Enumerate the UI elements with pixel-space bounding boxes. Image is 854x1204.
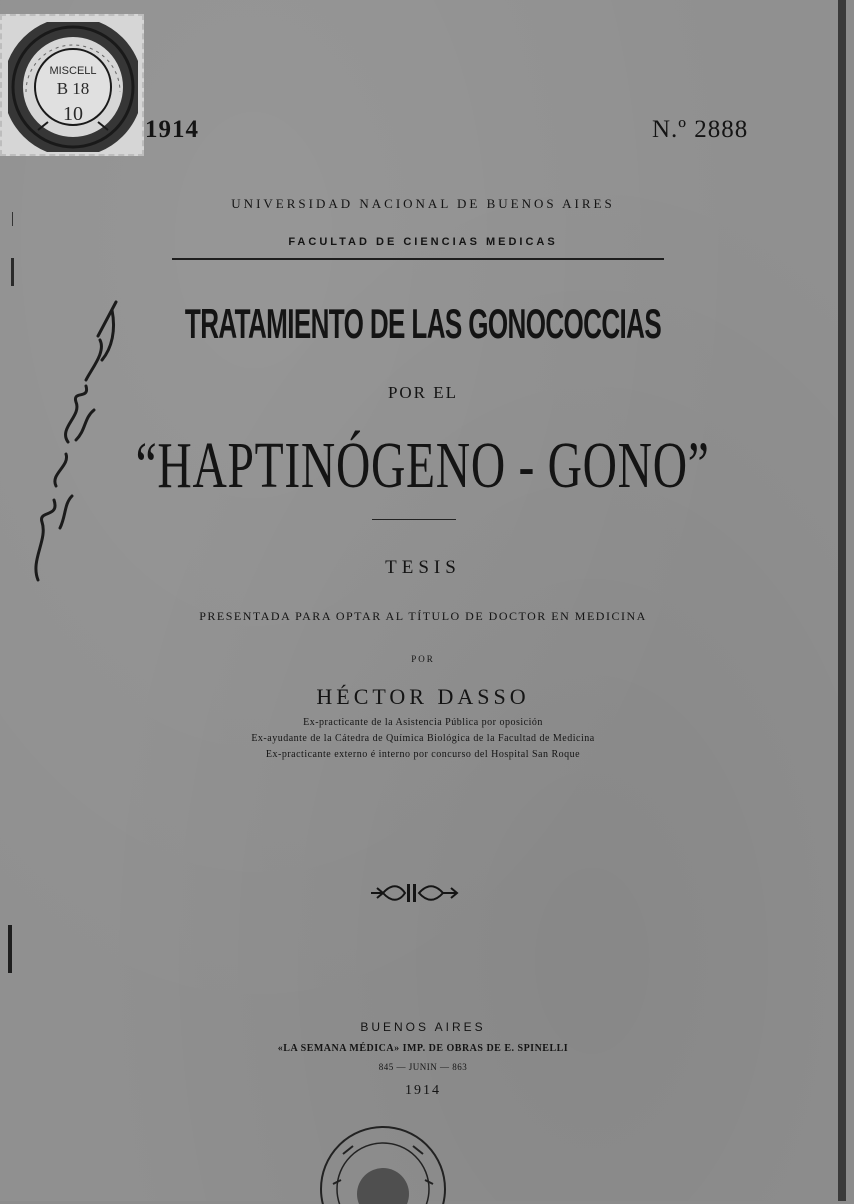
thesis-label: TESIS <box>385 557 461 578</box>
credential-line: Ex-practicante externo é interno por concurso del Hospital San Roque <box>265 749 581 760</box>
header-rule <box>172 258 664 260</box>
title-line2 <box>0 428 846 504</box>
title-connector: POR EL <box>387 383 459 402</box>
ornament-icon <box>369 880 459 906</box>
library-seal-icon <box>8 22 138 152</box>
round-seal-icon <box>313 1114 453 1204</box>
credential-line: Ex-practicante de la Asistencia Pública por oposición <box>303 717 543 728</box>
header-number: N.º 2888 <box>652 116 749 143</box>
imprint-printer: «LA SEMANA MÉDICA» IMP. DE OBRAS DE E. SPINELLI <box>277 1043 569 1054</box>
university-name: UNIVERSIDAD NACIONAL DE BUENOS AIRES <box>231 196 615 211</box>
imprint-city: BUENOS AIRES <box>360 1020 486 1034</box>
credential-line: Ex-ayudante de la Cátedra de Química Biológica de la Facultad de Medicina <box>251 733 595 744</box>
page-edge <box>838 0 846 1201</box>
thesis-purpose: PRESENTADA PARA OPTAR AL TÍTULO DE DOCTOR EN MEDICINA <box>199 609 647 623</box>
header-year: 1914 <box>145 116 199 143</box>
stamp-line1: MISCELL <box>49 65 97 77</box>
stamp-line2: B 18 <box>56 79 90 98</box>
library-stamp <box>0 14 144 156</box>
faculty-name: FACULTAD DE CIENCIAS MEDICAS <box>288 236 558 248</box>
thesis-by: POR <box>411 654 435 664</box>
title-line1 <box>0 300 846 348</box>
author-name: HÉCTOR DASSO <box>316 684 530 709</box>
stamp-line3: 10 <box>63 103 83 125</box>
title-line2-text: “HAPTINÓGENO - GONO” <box>136 429 710 502</box>
imprint-address: 845 — JUNIN — 863 <box>378 1062 468 1072</box>
imprint-year: 1914 <box>405 1083 441 1098</box>
title-rule <box>372 519 456 520</box>
title-line1-text: TRATAMIENTO DE LAS GONOCOCCIAS <box>184 300 662 347</box>
